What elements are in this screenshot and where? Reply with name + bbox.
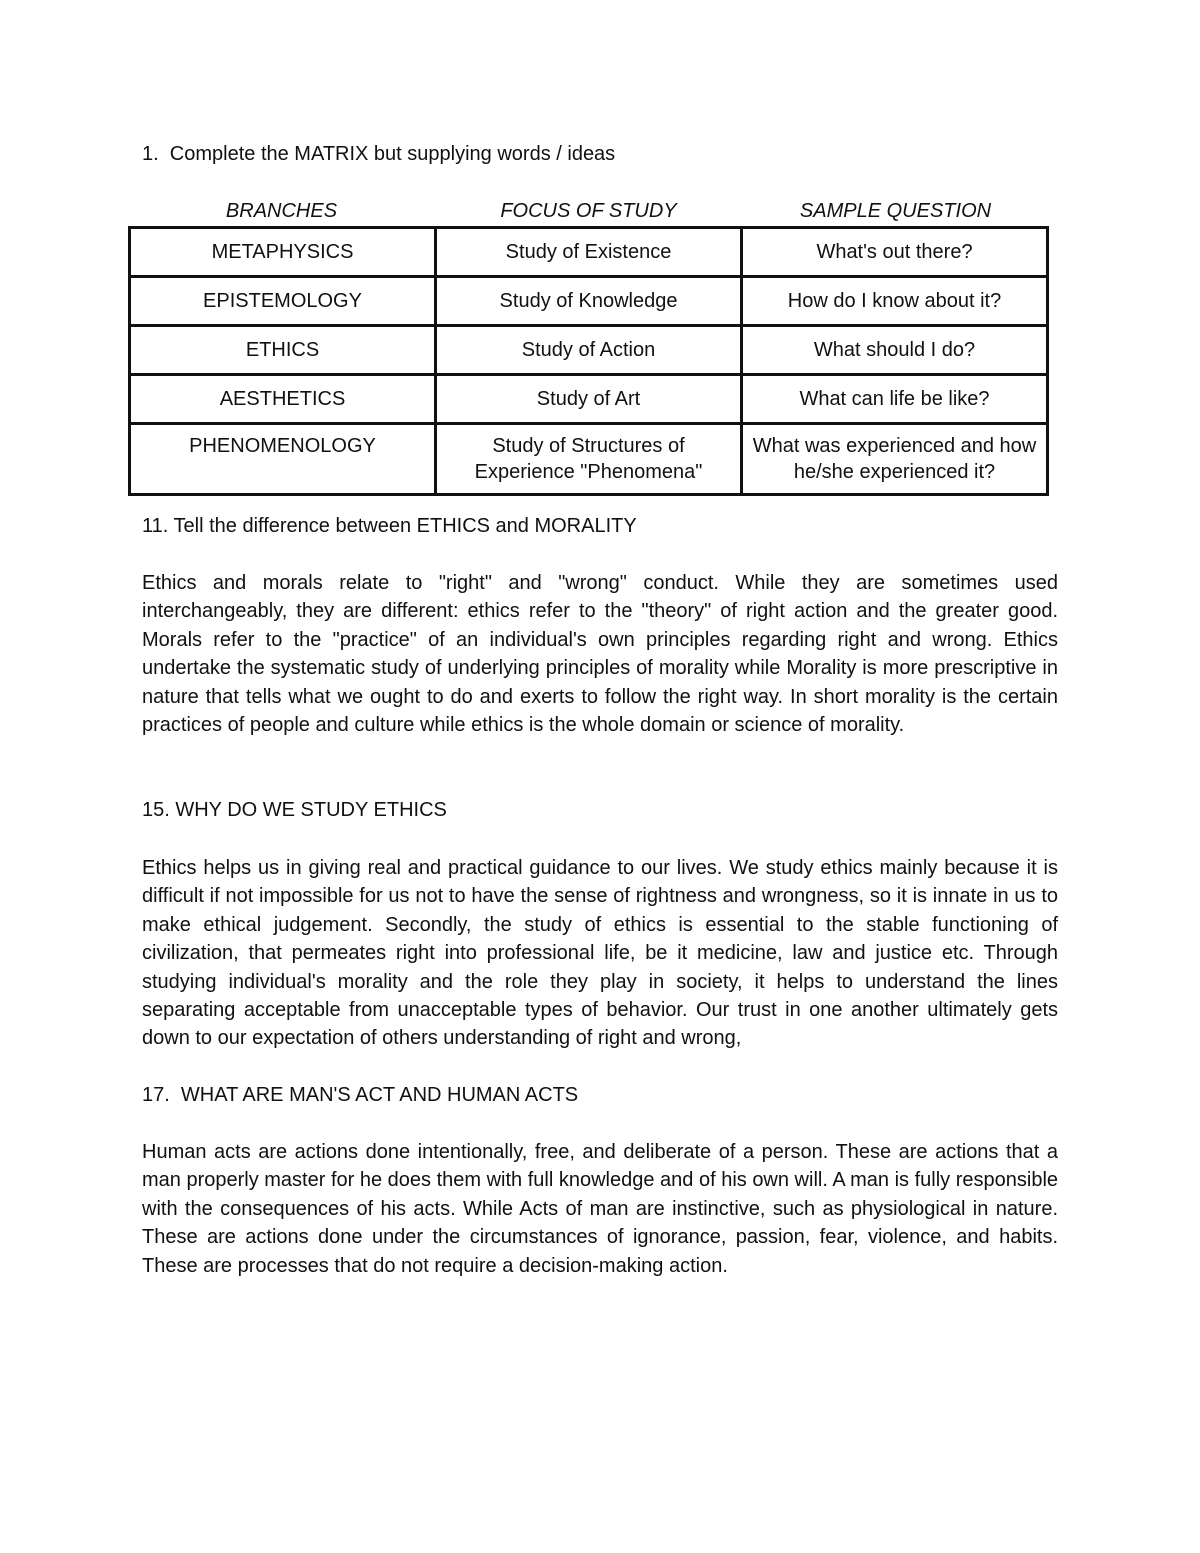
question-11-answer: Ethics and morals relate to "right" and "wrong" conduct. While they are sometimes used interchangeably, they are different: ethics refer to the "theory" of right action and the greater good. Morals refer to the "practice" of an individual's own principles regarding right and wrong. Ethics undertake the systematic study of underlying principles of morality while Morality is more prescriptive in nature that tells what we ought to do and exerts to follow the right way. In short morality is the certain practices of people and culture while ethics is the whole domain or science of morality.	[142, 572, 1058, 737]
question-17-answer: Human acts are actions done intentionally, free, and deliberate of a person. These are actions that a man properly master for he does them with full knowledge and of his own will. A man is fully responsible with the consequences of his acts. While Acts of man are instinctive, such as physiological in nature. These are actions done under the circumstances of ignorance, passion, fear, violence, and habits. These are processes that do not require a decision-making action.	[142, 1141, 1059, 1277]
table-row	[130, 326, 1048, 375]
column-header-focus-of-study: FOCUS OF STUDY	[500, 200, 677, 222]
table-row	[130, 228, 1048, 277]
table-row	[130, 375, 1048, 424]
branch-cell: AESTHETICS	[130, 375, 436, 424]
question-17-title: 17. WHAT ARE MAN'S ACT AND HUMAN ACTS	[142, 1084, 579, 1106]
branch-cell: PHENOMENOLOGY	[130, 424, 436, 495]
question-cell: What was experienced and how he/she experienced it?	[742, 424, 1048, 495]
branch-cell: METAPHYSICS	[130, 228, 436, 277]
focus-cell: Study of Existence	[436, 228, 742, 277]
question-cell: How do I know about it?	[742, 277, 1048, 326]
table-row	[130, 424, 1048, 495]
question-cell: What should I do?	[742, 326, 1048, 375]
focus-cell: Study of Structures of Experience "Phenomena"	[436, 424, 742, 495]
question-11-title: 11. Tell the difference between ETHICS and MORALITY	[142, 515, 637, 537]
question-15-title: 15. WHY DO WE STUDY ETHICS	[142, 799, 447, 821]
focus-cell: Study of Action	[436, 326, 742, 375]
focus-cell: Study of Knowledge	[436, 277, 742, 326]
question-cell: What can life be like?	[742, 375, 1048, 424]
branch-cell: ETHICS	[130, 326, 436, 375]
question-cell: What's out there?	[742, 228, 1048, 277]
philosophy-branches-matrix	[128, 226, 1049, 496]
column-header-branches: BRANCHES	[225, 200, 338, 222]
column-header-sample-question: SAMPLE QUESTION	[799, 200, 992, 222]
branch-cell: EPISTEMOLOGY	[130, 277, 436, 326]
focus-cell: Study of Art	[436, 375, 742, 424]
table-row	[130, 277, 1048, 326]
question-15-answer: Ethics helps us in giving real and practical guidance to our lives. We study ethics mainly because it is difficult if not impossible for us not to have the sense of rightness and wrongness, so it is innate in us to make ethical judgement. Secondly, the study of ethics is essential to the stable functioning of civilization, that permeates right into professional life, be it medicine, law and justice etc. Through studying individual's morality and the role they play in society, it helps to understand the lines separating acceptable from unacceptable types of behavior. Our trust in one another ultimately gets down to our expectation of others understanding of right and wrong,	[142, 857, 1058, 1050]
question-1-title: 1. Complete the MATRIX but supplying words / ideas	[142, 143, 616, 165]
